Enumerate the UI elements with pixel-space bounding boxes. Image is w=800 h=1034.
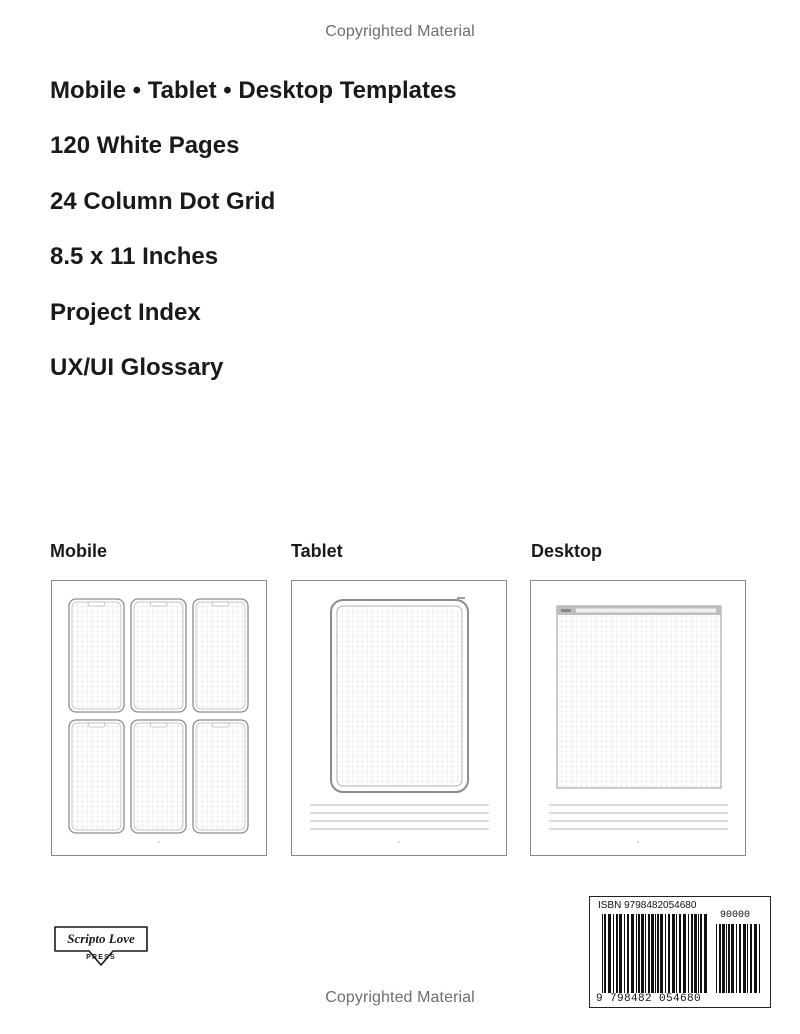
isbn-bar-29 [700,914,702,993]
publisher-name: Scripto Love [67,931,135,946]
price-bar-7 [736,924,737,993]
feature-project-index: Project Index [50,298,201,326]
price-code: 90000 [720,910,751,921]
isbn-bar-25 [688,914,689,993]
mobile-template-panel [51,580,267,856]
isbn-bar-5 [616,914,618,993]
phone-outline-1 [69,599,124,712]
price-bar-11 [750,924,752,993]
tablet-label: Tablet [291,541,343,561]
price-bar-1 [716,924,717,993]
isbn-bar-14 [648,914,650,993]
desktop-template-icon [531,581,745,855]
feature-size: 8.5 x 11 Inches [50,243,219,271]
phone-outline-5 [131,720,186,833]
copyright-watermark-bottom: Copyrighted Material [325,989,475,1006]
phone-outline-6 [193,720,248,833]
isbn-bar-22 [676,914,677,993]
phone-outline-4 [69,720,124,833]
isbn-bar-17 [657,914,659,993]
isbn-bar-8 [627,914,629,993]
svg-text:•: • [637,839,639,844]
mobile-label: Mobile [50,541,107,561]
isbn-bar-7 [624,914,625,993]
copyright-watermark-top: Copyrighted Material [325,23,475,40]
isbn-bar-21 [672,914,675,993]
publisher-press: PRESS [86,954,116,961]
isbn-bar-19 [665,914,666,993]
price-bar-10 [747,924,748,993]
tablet-template-icon [292,581,506,855]
feature-dot-grid: 24 Column Dot Grid [50,187,276,215]
price-bar-6 [731,924,734,993]
feature-templates: Mobile • Tablet • Desktop Templates [50,77,457,104]
mobile-template-icon [52,581,266,855]
isbn-bar-11 [638,914,640,993]
price-bar-5 [728,924,730,993]
feature-list [50,76,457,408]
desktop-template-panel [530,580,746,856]
isbn-barcode [602,914,707,993]
isbn-bar-27 [694,914,697,993]
isbn-bar-18 [660,914,663,993]
price-barcode [716,924,760,993]
isbn-bar-26 [691,914,693,993]
isbn-bar-24 [683,914,686,993]
isbn-bar-9 [631,914,634,993]
isbn-bar-1 [602,914,603,993]
isbn-bar-30 [704,914,707,993]
phone-outline-2 [131,599,186,712]
isbn-digits: 9 798482 054680 [596,993,702,1005]
isbn-bar-6 [619,914,622,993]
price-bar-8 [739,924,741,993]
price-bar-3 [722,924,725,993]
price-bar-13 [759,924,760,993]
isbn-bar-3 [608,914,611,993]
isbn-bar-23 [679,914,681,993]
svg-text:•: • [398,839,400,844]
isbn-bar-15 [651,914,654,993]
isbn-bar-4 [613,914,614,993]
publisher-logo [51,921,151,969]
isbn-bar-13 [645,914,646,993]
isbn-bar-10 [636,914,637,993]
price-bar-4 [726,924,727,993]
isbn-label: ISBN 9798482054680 [598,900,697,911]
feature-glossary: UX/UI Glossary [50,353,224,381]
price-bar-9 [743,924,746,993]
isbn-bar-2 [604,914,606,993]
price-bar-12 [754,924,757,993]
desktop-label: Desktop [531,541,603,561]
phone-outline-3 [193,599,248,712]
feature-pages: 120 White Pages [50,132,240,160]
tablet-template-panel [291,580,507,856]
svg-text:•: • [158,839,160,844]
isbn-bar-20 [668,914,670,993]
price-bar-2 [719,924,721,993]
isbn-bar-28 [698,914,699,993]
isbn-bar-16 [655,914,656,993]
isbn-bar-12 [641,914,644,993]
